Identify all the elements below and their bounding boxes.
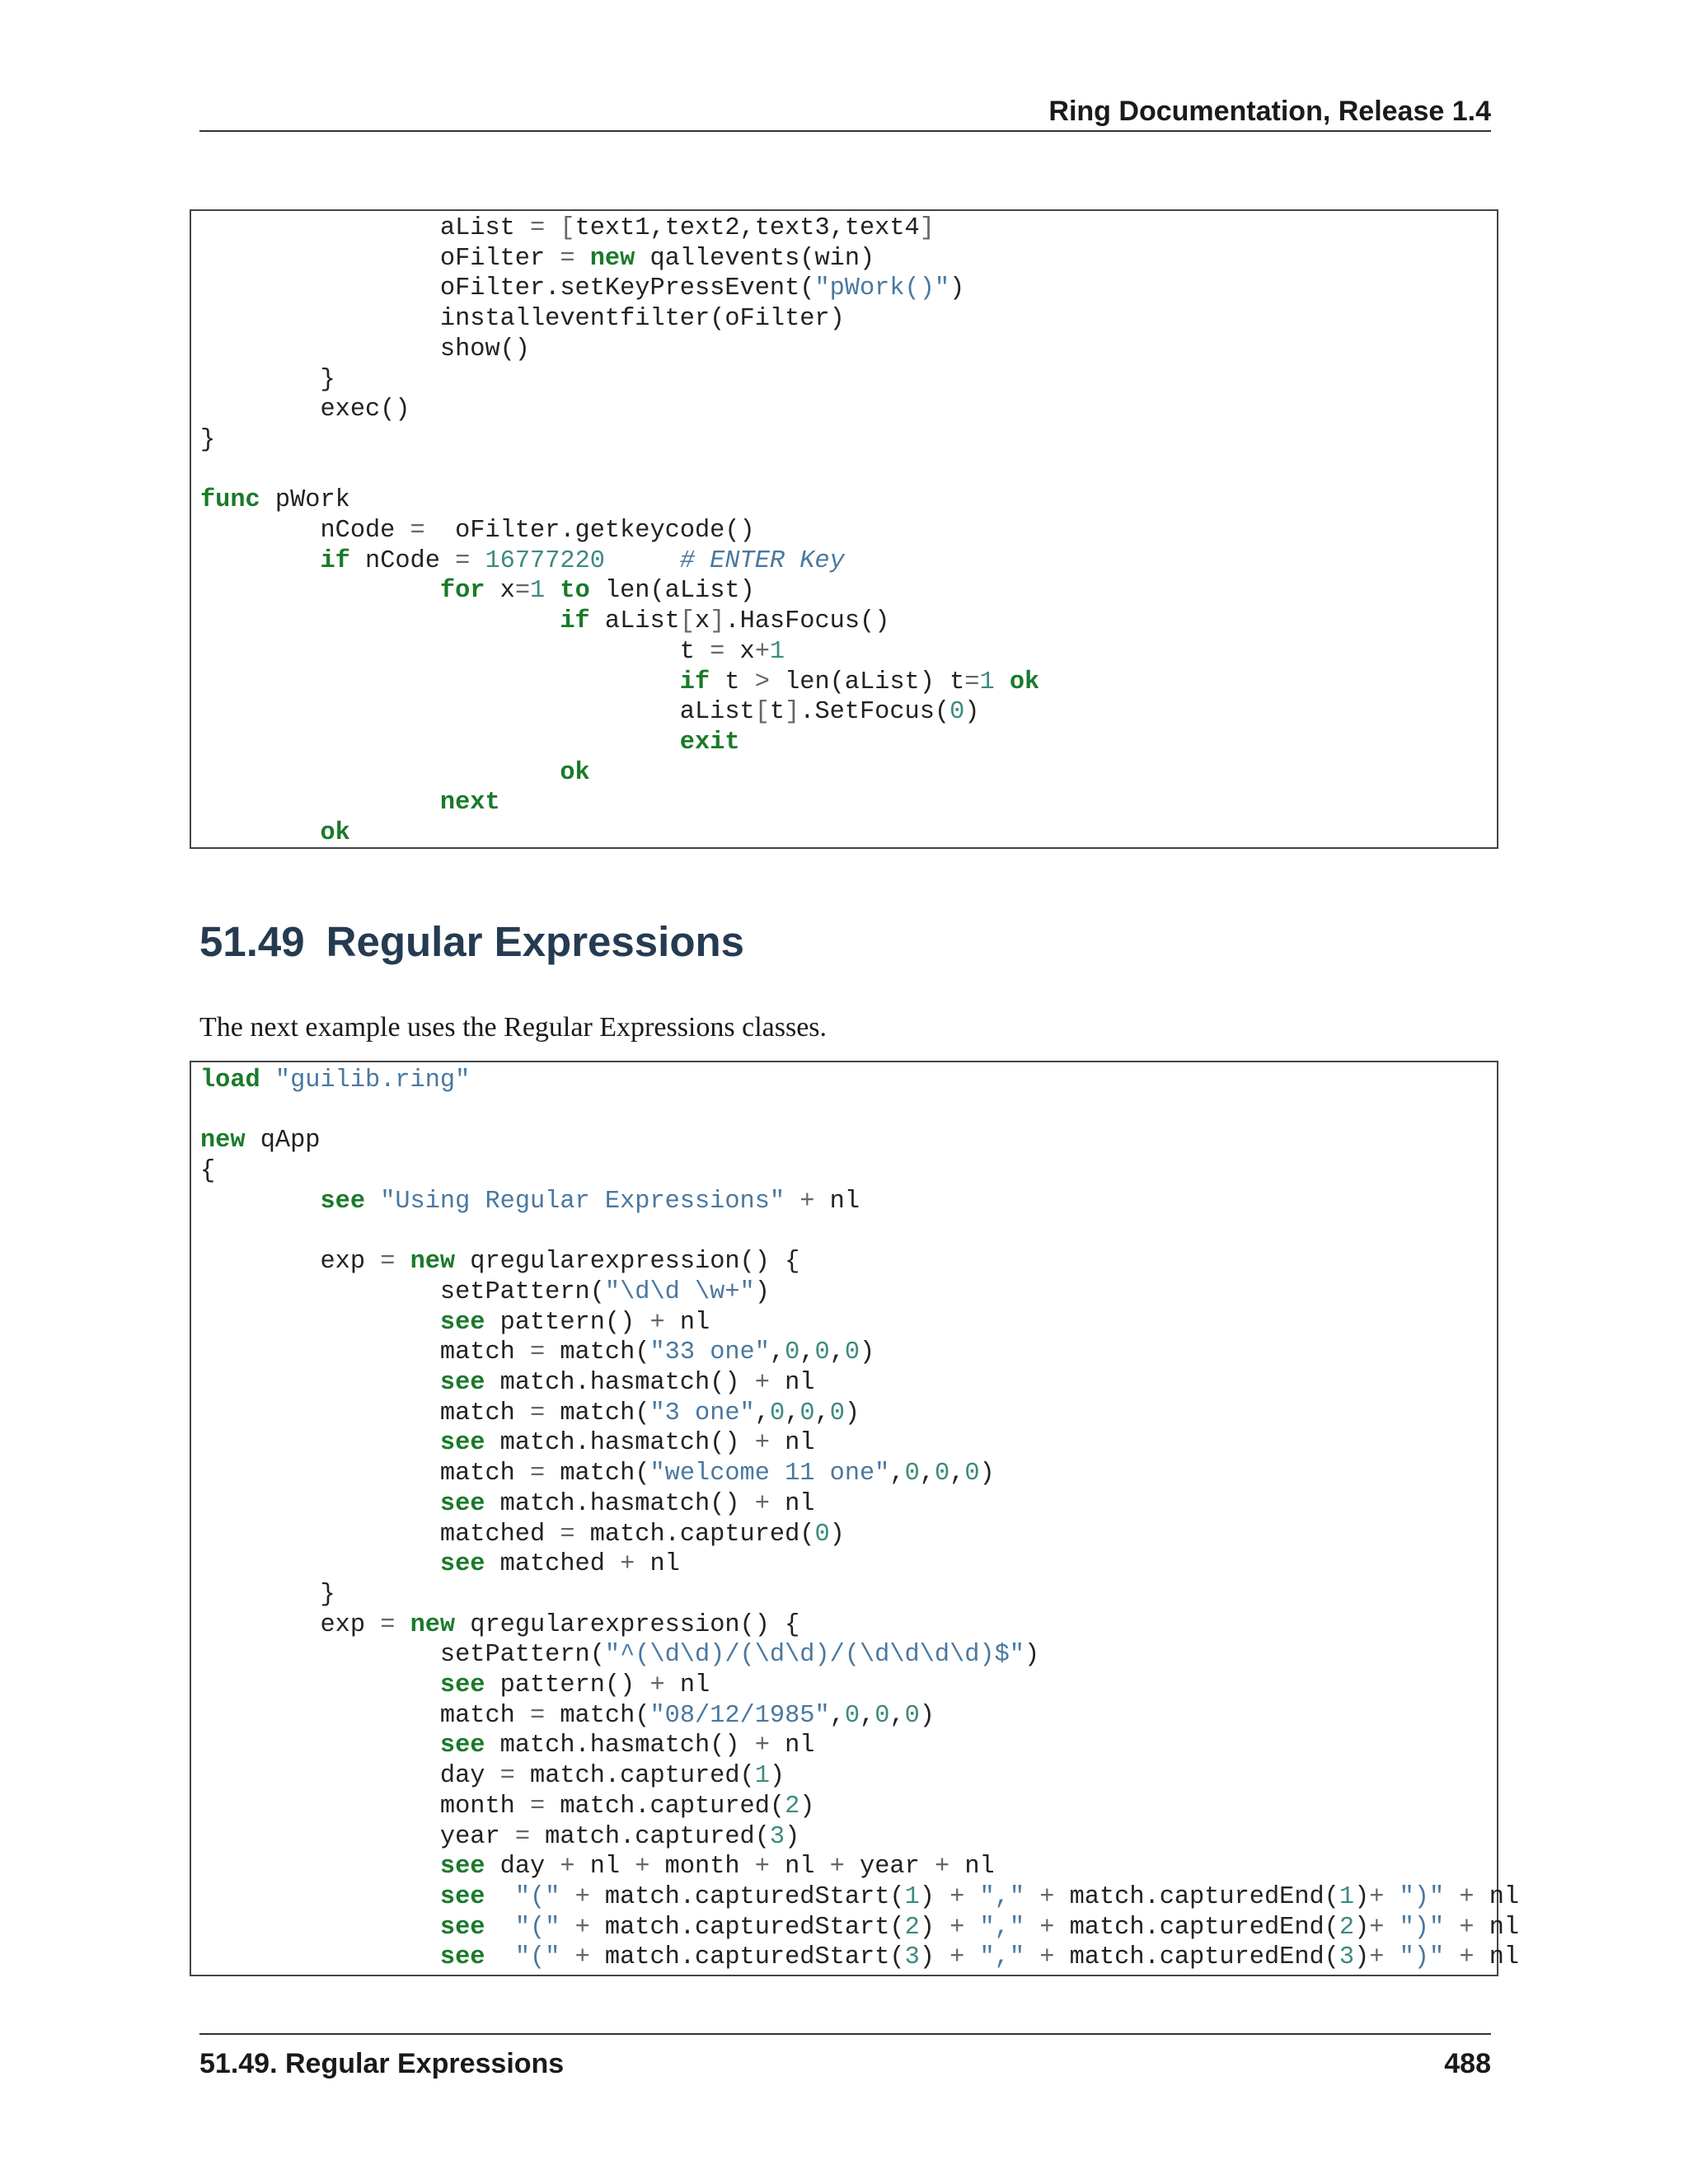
intro-paragraph: The next example uses the Regular Expressions classes. — [199, 1012, 828, 1043]
page-header — [199, 92, 1491, 132]
code-listing: load "guilib.ring" new qApp { see "Using Regular Expressions" + nl exp = new qregularexpression() { setPattern("\d\d \w+") see pattern() + nl match = match("33 one",0,0,0) see match.hasmatch() + nl match = match("3 one",0,0,0) see match.hasmatch() + nl match = match("welcome 11 one",0,0,0) see match.hasmatch() + nl matched = match.captured(0) see matched + nl } exp = new qregularexpression() { setPattern("^(\d\d)/(\d\d)/(\d\d\d\d)$") see pattern() + nl match = match("08/12/1985",0,0,0) see match.hasmatch() + nl day = match.captured(1) month = match.captured(2) year = match.captured(3) see day + nl + month + nl + year + nl see "(" + match.capturedStart(1) + "," + match.capturedEnd(1)+ ")" + nl see "(" + match.capturedStart(2) + "," + match.capturedEnd(2)+ ")" + nl see "(" + match.capturedStart(3) + "," + match.capturedEnd(3)+ ")" + nl — [200, 1066, 1520, 1972]
page-number: 488 — [1444, 2048, 1491, 2079]
code-block-event-filter — [190, 209, 1498, 849]
page-footer — [199, 2033, 1491, 2084]
code-listing: aList = [text1,text2,text3,text4] oFilter = new qallevents(win) oFilter.setKeyPressEvent("pWork()") installeventfilter(oFilter) show() } exec() } func pWork nCode = oFilter.getkeycode() if nCode = 16777220 # ENTER Key for x=1 to len(aList) if aList[x].HasFocus() t = x+1 if t > len(aList) t=1 ok aList[t].SetFocus(0) exit ok next ok — [200, 214, 1040, 848]
document-title: Ring Documentation, Release 1.4 — [1048, 96, 1491, 127]
section-heading — [199, 913, 744, 971]
footer-section-label: 51.49. Regular Expressions — [199, 2048, 565, 2079]
section-number: 51.49 — [199, 918, 305, 965]
section-title-text: Regular Expressions — [326, 918, 744, 965]
code-block-regular-expressions — [190, 1061, 1520, 1976]
